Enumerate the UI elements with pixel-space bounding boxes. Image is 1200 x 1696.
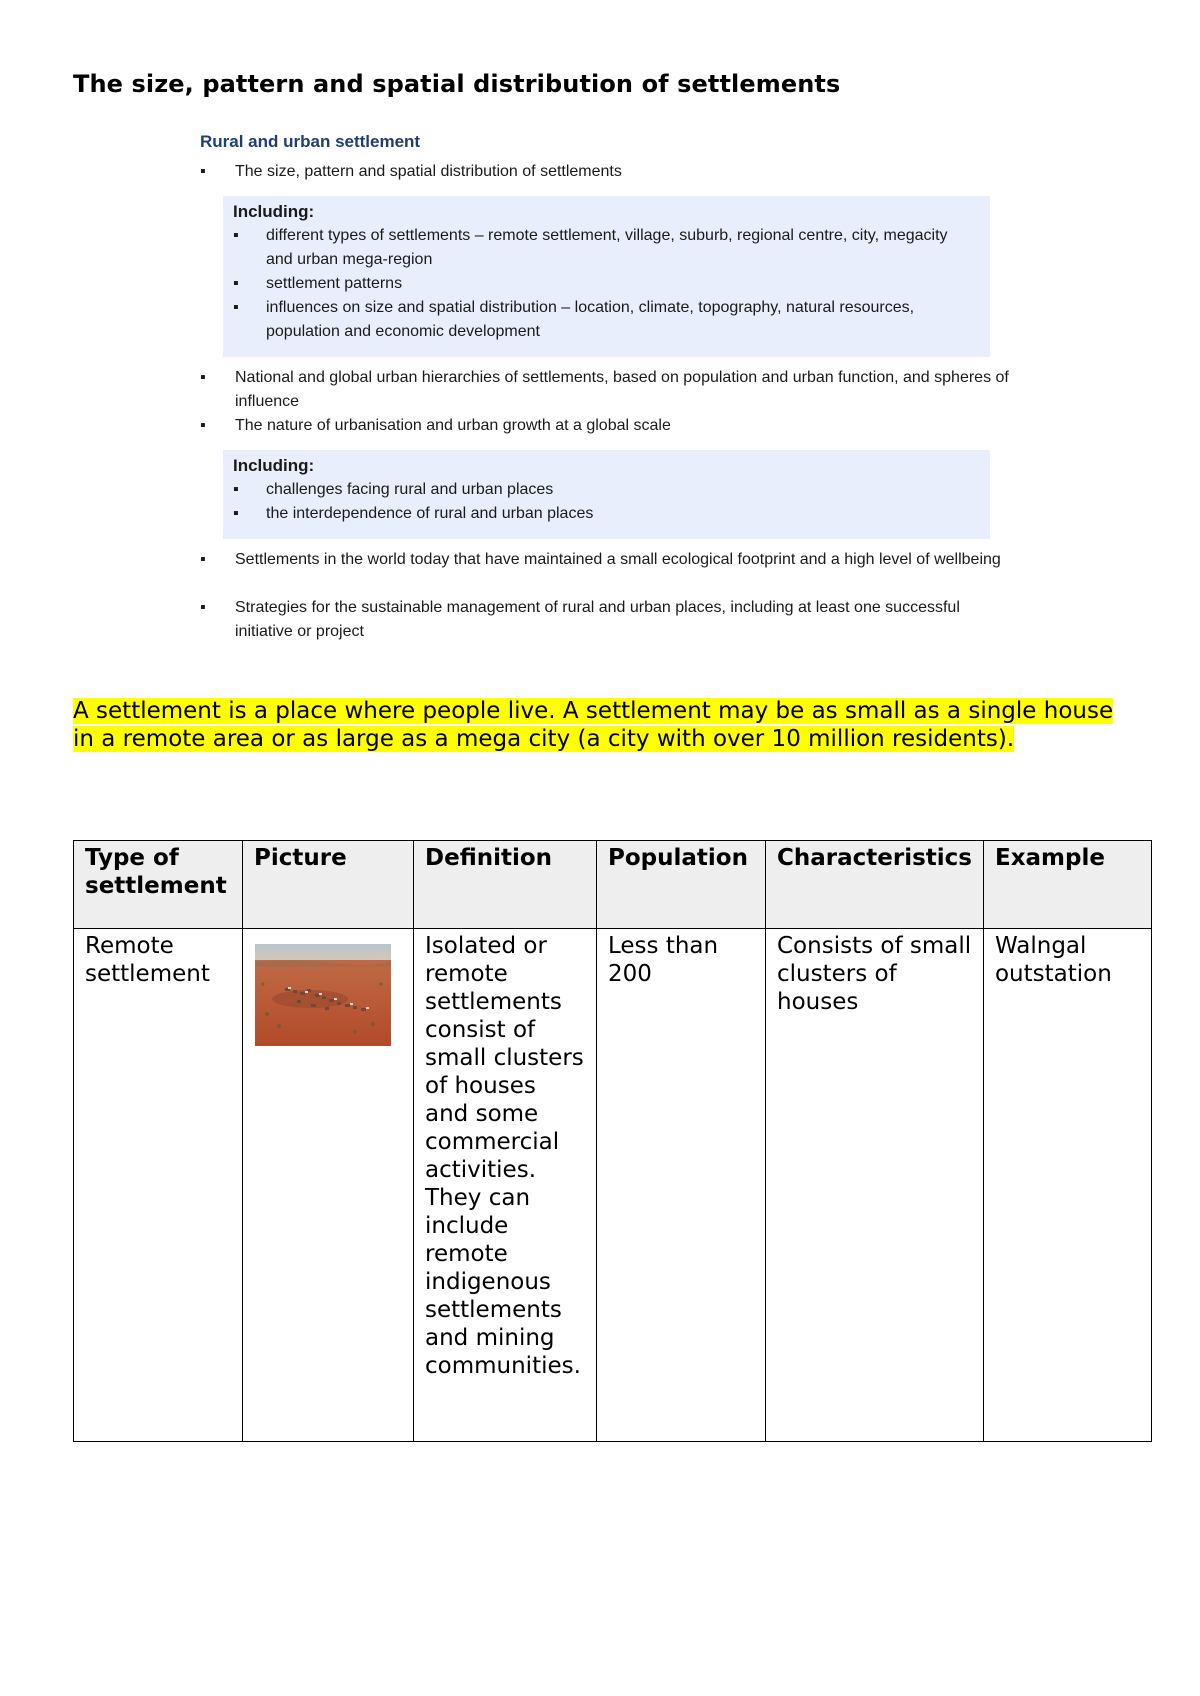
list-item: ▪ challenges facing rural and urban places bbox=[223, 478, 990, 502]
remote-settlement-photo-icon bbox=[255, 944, 391, 1046]
table-header-row bbox=[74, 841, 1152, 929]
syllabus-bullet: ▪ National and global urban hierarchies of settlements, based on population and urban function, and spheres of influence bbox=[200, 366, 1010, 414]
header-definition: Definition bbox=[414, 841, 597, 929]
cell-definition: Isolated or remote settlements consist of small clusters of houses and some commercial activities. They can include remote indigenous settlements and mining communities. bbox=[414, 929, 597, 1442]
bullet-icon: ▪ bbox=[200, 369, 206, 386]
syllabus-heading: Rural and urban settlement bbox=[200, 132, 421, 151]
cell-type: Remote settlement bbox=[74, 929, 243, 1442]
cell-characteristics: Consists of small clusters of houses bbox=[766, 929, 984, 1442]
settlement-definition-paragraph: A settlement is a place where people live. A settlement may be as small as a single house in a remote area or as large as a mega city (a city with over 10 million residents). bbox=[73, 698, 1114, 752]
including-box bbox=[223, 450, 990, 539]
cell-population: Less than 200 bbox=[597, 929, 766, 1442]
bullet-icon: ▪ bbox=[200, 417, 206, 434]
table-row bbox=[74, 929, 1152, 1442]
header-characteristics: Characteristics bbox=[766, 841, 984, 929]
list-item: ▪ the interdependence of rural and urban places bbox=[223, 502, 990, 526]
including-title: Including: bbox=[233, 456, 315, 475]
bullet-icon: ▪ bbox=[200, 551, 206, 568]
syllabus-bullet: ▪ The nature of urbanisation and urban growth at a global scale bbox=[200, 414, 1010, 438]
bullet-icon: ▪ bbox=[233, 299, 239, 316]
list-item: ▪ influences on size and spatial distribution – location, climate, topography, natural resources, population and economic development bbox=[223, 296, 990, 344]
syllabus-bullet: ▪ The size, pattern and spatial distribution of settlements bbox=[200, 160, 1010, 184]
including-title: Including: bbox=[233, 202, 315, 221]
header-example: Example bbox=[983, 841, 1151, 929]
syllabus-bullet: ▪ Strategies for the sustainable management of rural and urban places, including at least one successful initiative or project bbox=[200, 596, 1010, 644]
bullet-icon: ▪ bbox=[233, 481, 239, 498]
including-box bbox=[223, 196, 990, 357]
header-type: Type of settlement bbox=[74, 841, 243, 929]
bullet-icon: ▪ bbox=[200, 163, 206, 180]
bullet-icon: ▪ bbox=[233, 275, 239, 292]
list-item: ▪ settlement patterns bbox=[223, 272, 990, 296]
header-population: Population bbox=[597, 841, 766, 929]
bullet-icon: ▪ bbox=[233, 505, 239, 522]
bullet-icon: ▪ bbox=[233, 227, 239, 244]
syllabus-bullet: ▪ Settlements in the world today that have maintained a small ecological footprint and a high level of wellbeing bbox=[200, 548, 1010, 572]
cell-example: Walngal outstation bbox=[983, 929, 1151, 1442]
settlement-table bbox=[73, 840, 1152, 1442]
bullet-icon: ▪ bbox=[200, 599, 206, 616]
page-title: The size, pattern and spatial distribution of settlements bbox=[73, 70, 841, 98]
header-picture: Picture bbox=[243, 841, 414, 929]
cell-picture bbox=[243, 929, 414, 1442]
list-item: ▪ different types of settlements – remote settlement, village, suburb, regional centre, city, megacity and urban mega-region bbox=[223, 224, 990, 272]
